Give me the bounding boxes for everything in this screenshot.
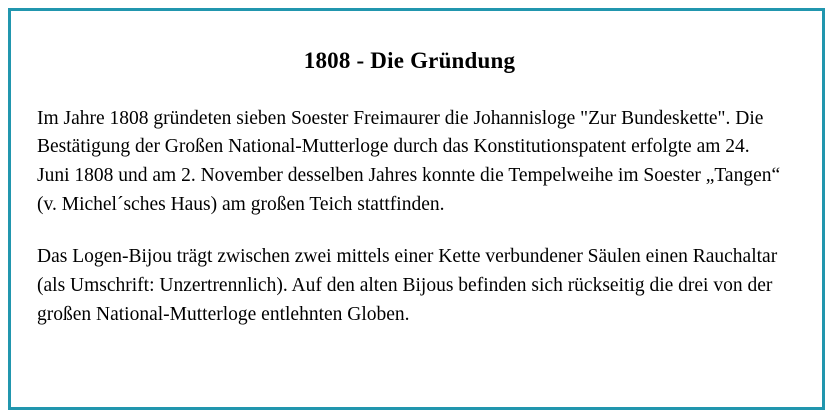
- bordered-content-panel: [8, 8, 825, 410]
- body-paragraph-2: Das Logen-Bijou trägt zwischen zwei mittels einer Kette verbundener Säulen einen Rauchaltar (als Umschrift: Unzertrennlich). Auf den alten Bijous befinden sich rückseitig die drei von der großen National-Mutterloge entlehnten Globen.: [37, 246, 783, 325]
- body-paragraph-1: Im Jahre 1808 gründeten sieben Soester Freimaurer die Johannisloge "Zur Bundeskette". Die Bestätigung der Großen National-Mutterloge durch das Konstitutionspatent erfolgte am 24. Juni 1808 und am 2. November desselben Jahres konnte die Tempelweihe im Soester „Tangen“ (v. Michel´sches Haus) am großen Teich stattfinden.: [37, 107, 786, 215]
- document-content: [11, 11, 822, 407]
- page-title: 1808 - Die Gründung: [303, 48, 516, 73]
